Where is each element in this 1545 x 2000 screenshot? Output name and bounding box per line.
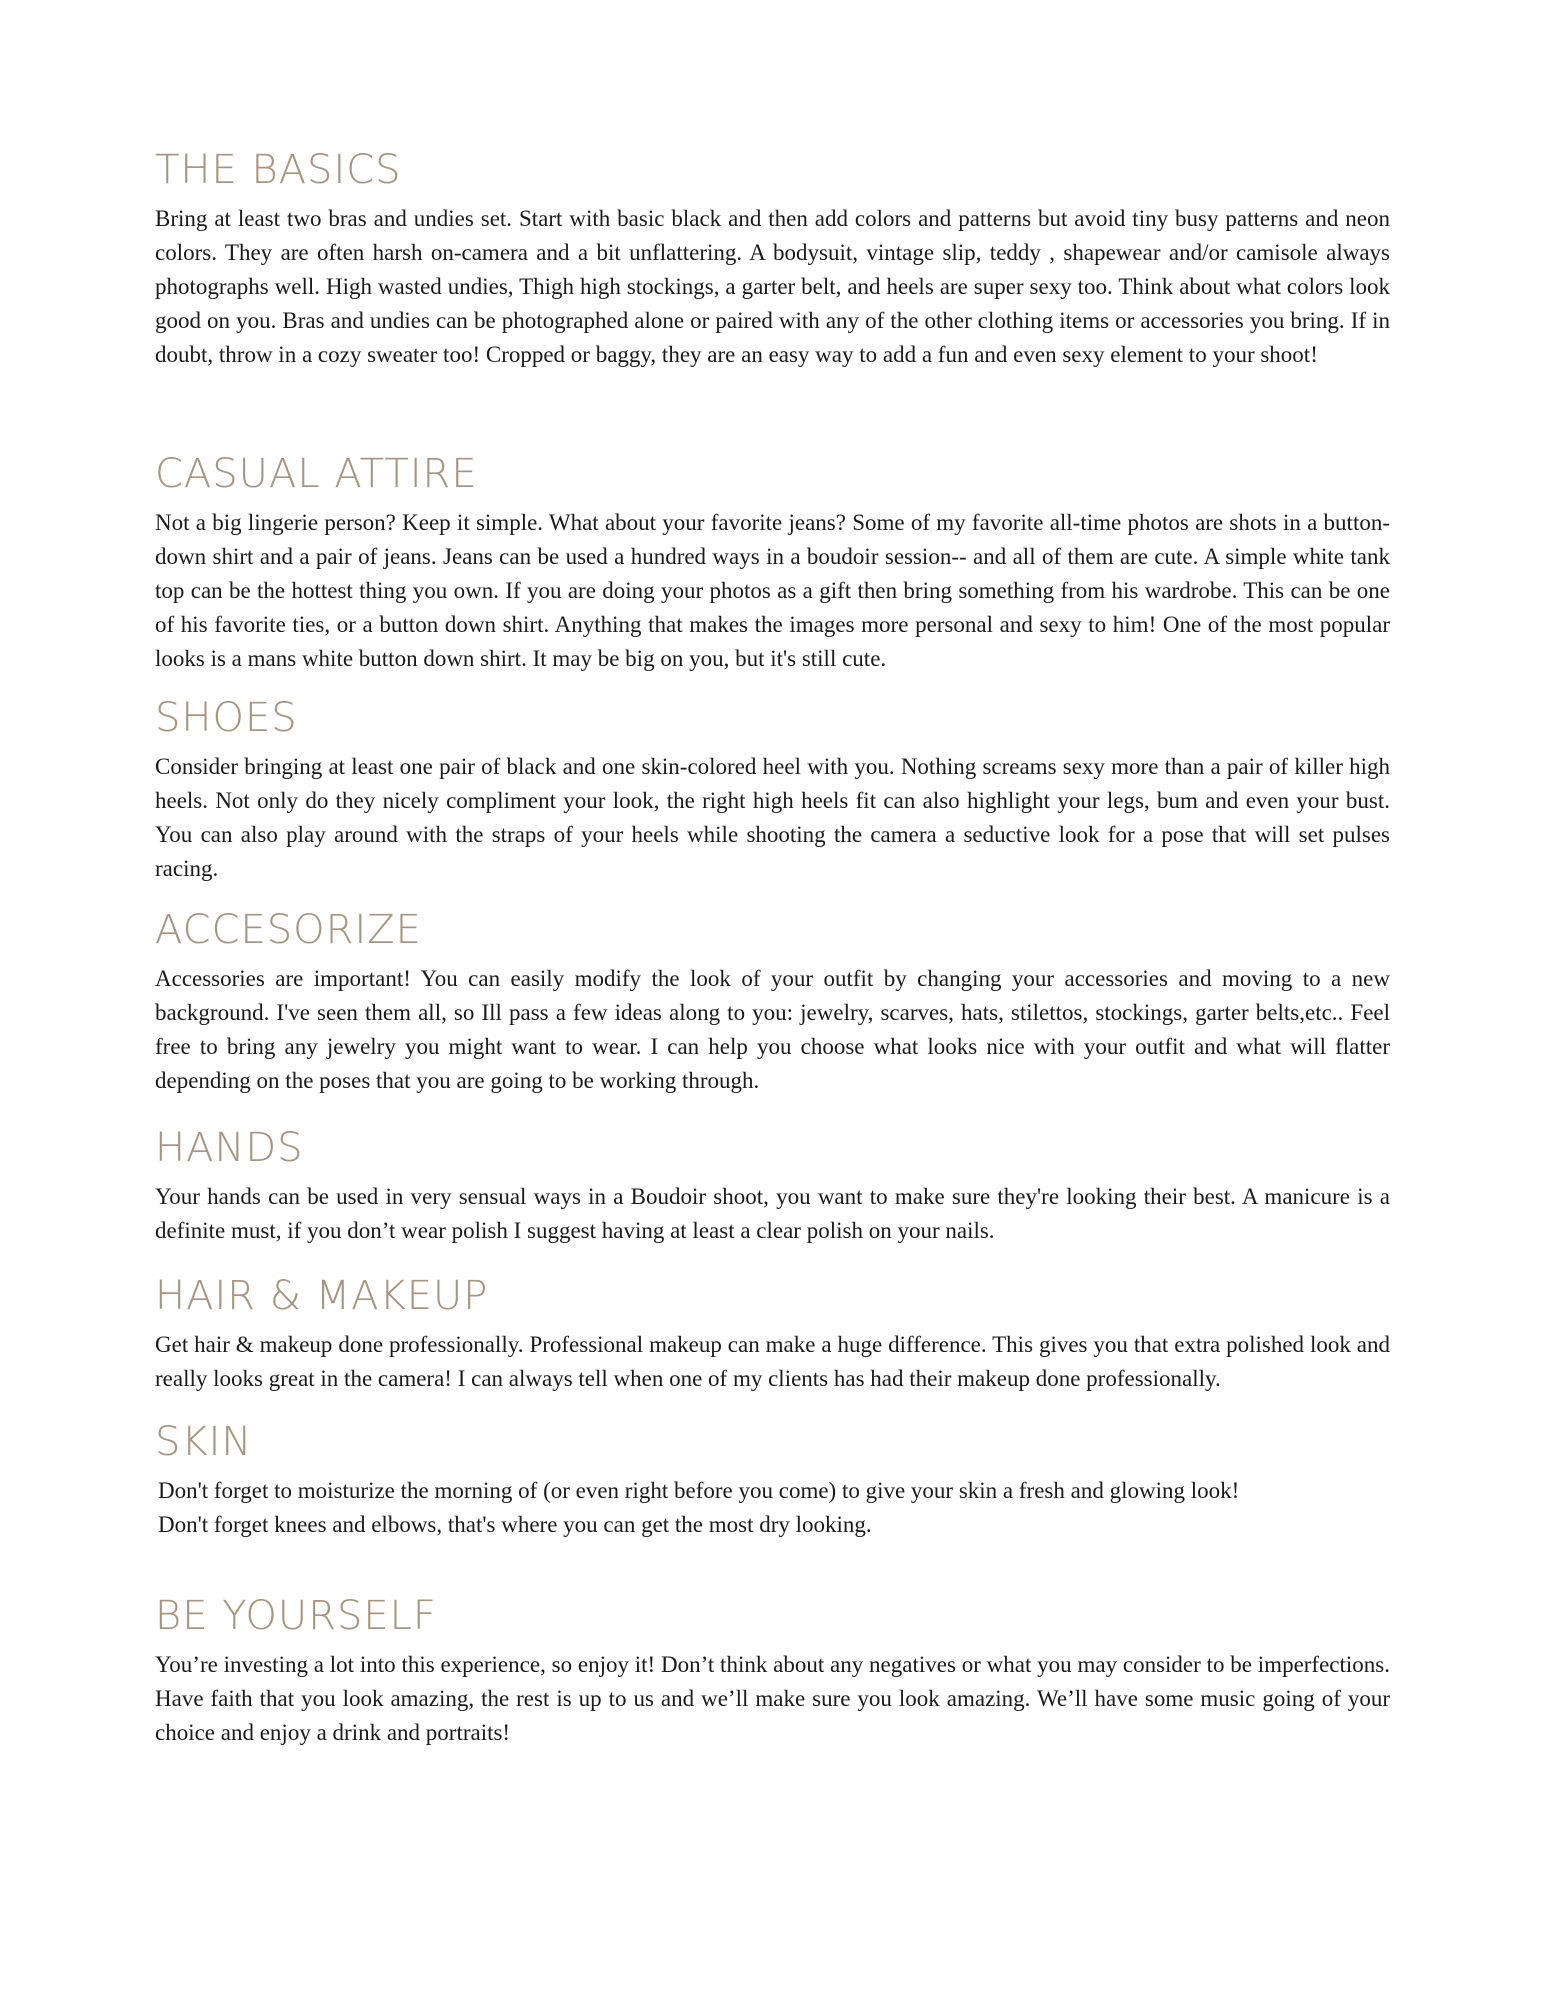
heading-casual-attire: CASUAL ATTIRE xyxy=(155,451,478,497)
section-hands xyxy=(150,1124,1390,1248)
heading-be-yourself: BE YOURSELF xyxy=(155,1593,437,1639)
section-shoes xyxy=(150,694,1390,886)
section-casual-attire xyxy=(150,450,1390,676)
paragraph-shoes: Consider bringing at least one pair of black and one skin-colored heel with you. Nothing screams sexy more than a pair of killer high heels. Not only do they nicely compliment your look, the right high heels fit can also highlight your legs, bum and even your bust. You can also play around with the straps of your heels while shooting the camera a seductive look for a pose that will set pulses racing. xyxy=(155,754,1390,881)
paragraph-skin xyxy=(158,1474,1390,1542)
heading-hair-makeup: HAIR & MAKEUP xyxy=(155,1273,489,1319)
section-be-yourself xyxy=(150,1592,1390,1750)
paragraph-the-basics: Bring at least two bras and undies set. Start with basic black and then add colors and patterns but avoid tiny busy patterns and neon colors. They are often harsh on-camera and a bit unflattering. A bodysuit, vintage slip, teddy , shapewear and/or camisole always photographs well. High wasted undies, Thigh high stockings, a garter belt, and heels are super sexy too. Think about what colors look good on you. Bras and undies can be photographed alone or paired with any of the other clothing items or accessories you bring. If in doubt, throw in a cozy sweater too! Cropped or baggy, they are an easy way to add a fun and even sexy element to your shoot! xyxy=(155,206,1390,367)
section-hair-makeup xyxy=(150,1272,1390,1396)
section-the-basics xyxy=(150,146,1390,372)
section-accesorize xyxy=(150,906,1390,1098)
heading-shoes: SHOES xyxy=(155,695,298,741)
heading-skin: SKIN xyxy=(155,1419,253,1465)
paragraph-be-yourself: You’re investing a lot into this experience, so enjoy it! Don’t think about any negatives or what you may consider to be imperfections. Have faith that you look amazing, the rest is up to us and we’ll make sure you look amazing. We’ll have some music going of your choice and enjoy a drink and portraits! xyxy=(155,1652,1390,1745)
skin-line-1: Don't forget to moisturize the morning of (or even right before you come) to give your skin a fresh and glowing look! xyxy=(158,1478,1240,1503)
heading-accesorize: ACCESORIZE xyxy=(155,907,422,953)
skin-line-2: Don't forget knees and elbows, that's where you can get the most dry looking. xyxy=(158,1512,872,1537)
heading-the-basics: THE BASICS xyxy=(155,147,402,193)
paragraph-casual-attire: Not a big lingerie person? Keep it simple. What about your favorite jeans? Some of my favorite all-time photos are shots in a button-down shirt and a pair of jeans. Jeans can be used a hundred ways in a boudoir session-- and all of them are cute. A simple white tank top can be the hottest thing you own. If you are doing your photos as a gift then bring something from his wardrobe. This can be one of his favorite ties, or a button down shirt. Anything that makes the images more personal and sexy to him! One of the most popular looks is a mans white button down shirt. It may be big on you, but it's still cute. xyxy=(155,510,1390,671)
heading-hands: HANDS xyxy=(155,1125,304,1171)
paragraph-accesorize: Accessories are important! You can easily modify the look of your outfit by changing your accessories and moving to a new background. I've seen them all, so Ill pass a few ideas along to you: jewelry, scarves, hats, stilettos, stockings, garter belts,etc.. Feel free to bring any jewelry you might want to wear. I can help you choose what looks nice with your outfit and what will flatter depending on the poses that you are going to be working through. xyxy=(155,966,1390,1093)
section-skin xyxy=(150,1418,1390,1542)
paragraph-hands: Your hands can be used in very sensual ways in a Boudoir shoot, you want to make sure they're looking their best. A manicure is a definite must, if you don’t wear polish I suggest having at least a clear polish on your nails. xyxy=(155,1184,1390,1243)
paragraph-hair-makeup: Get hair & makeup done professionally. Professional makeup can make a huge difference. This gives you that extra polished look and really looks great in the camera! I can always tell when one of my clients has had their makeup done professionally. xyxy=(155,1332,1390,1391)
